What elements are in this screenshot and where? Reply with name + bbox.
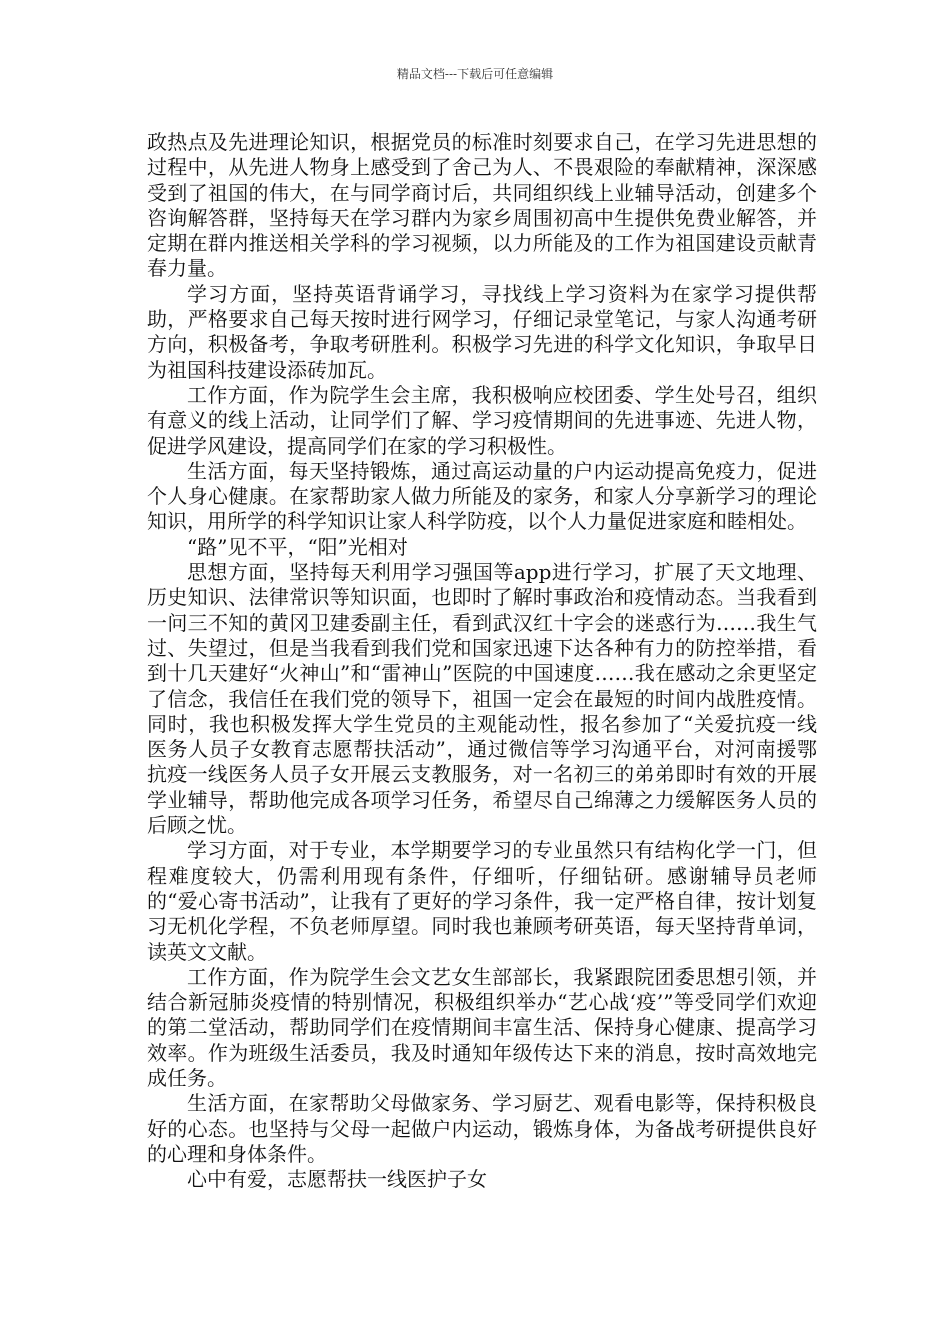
paragraph: 政热点及先进理论知识，根据党员的标准时刻要求自己，在学习先进思想的过程中，从先进人物身上感受到了舍己为人、不畏艰险的奉献精神，深深感受到了祖国的伟大，在与同学商讨后，共同组织线上业辅导活动，创建多个咨询解答群，坚持每天在学习群内为家乡周围初高中生提供免费业解答，并定期在群内推送相关学科的学习视频，以力所能及的工作为祖国建设贡献青春力量。 — [147, 130, 817, 281]
paragraph: 工作方面，作为院学生会主席，我积极响应校团委、学生处号召，组织有意义的线上活动，让同学们了解、学习疫情期间的先进事迹、先进人物，促进学风建设，提高同学们在家的学习积极性。 — [147, 382, 817, 458]
paragraph: 思想方面，坚持每天利用学习强国等app进行学习，扩展了天文地理、历史知识、法律常识等知识面，也即时了解时事政治和疫情动态。当我看到一问三不知的黄冈卫建委副主任，看到武汉红十字会的迷惑行为……我生气过、失望过，但是当我看到我们党和国家迅速下达各种有力的防控举措，看到十几天建好“火神山”和“雷神山”医院的中国速度……我在感动之余更坚定了信念，我信任在我们党的领导下，祖国一定会在最短的时间内战胜疫情。同时，我也积极发挥大学生党员的主观能动性，报名参加了“关爱抗疫一线医务人员子女教育志愿帮扶活动”，通过微信等学习沟通平台，对河南援鄂抗疫一线医务人员子女开展云支教服务，对一名初三的弟弟即时有效的开展学业辅导，帮助他完成各项学习任务，希望尽自己绵薄之力缓解医务人员的后顾之忧。 — [147, 560, 817, 838]
section-heading: 心中有爱，志愿帮扶一线医护子女 — [187, 1167, 487, 1192]
paragraph: 生活方面，每天坚持锻炼，通过高运动量的户内运动提高免疫力，促进个人身心健康。在家帮助家人做力所能及的家务，和家人分享新学习的理论知识，用所学的科学知识让家人科学防疫，以个人力量促进家庭和睦相处。 — [147, 458, 817, 534]
paragraph: 学习方面，坚持英语背诵学习，寻找线上学习资料为在家学习提供帮助，严格要求自己每天按时进行网学习，仔细记录堂笔记，与家人沟通考研方向，积极备考，争取考研胜利。积极学习先进的科学文化知识，争取早日为祖国科技建设添砖加瓦。 — [147, 281, 817, 382]
section-heading: “路”见不平，“阳”光相对 — [187, 534, 408, 559]
document-body — [147, 130, 817, 1192]
paragraph: 生活方面，在家帮助父母做家务、学习厨艺、观看电影等，保持积极良好的心态。也坚持与父母一起做户内运动，锻炼身体，为备战考研提供良好的心理和身体条件。 — [147, 1091, 817, 1166]
paragraph: 学习方面，对于专业，本学期要学习的专业虽然只有结构化学一门，但程难度较大，仍需利用现有条件，仔细听，仔细钻研。感谢辅导员老师的“爱心寄书活动”，让我有了更好的学习条件，我一定严格自律，按计划复习无机化学程，不负老师厚望。同时我也兼顾考研英语，每天坚持背单词，读英文文献。 — [147, 838, 817, 964]
page-header: 精品文档---下载后可任意编辑 — [396, 67, 554, 81]
paragraph: 工作方面，作为院学生会文艺女生部部长，我紧跟院团委思想引领，并结合新冠肺炎疫情的特别情况，积极组织举办“艺心战‘疫’”等受同学们欢迎的第二堂活动，帮助同学们在疫情期间丰富生活、保持身心健康、提高学习效率。作为班级生活委员，我及时通知年级传达下来的消息，按时高效地完成任务。 — [147, 964, 817, 1090]
